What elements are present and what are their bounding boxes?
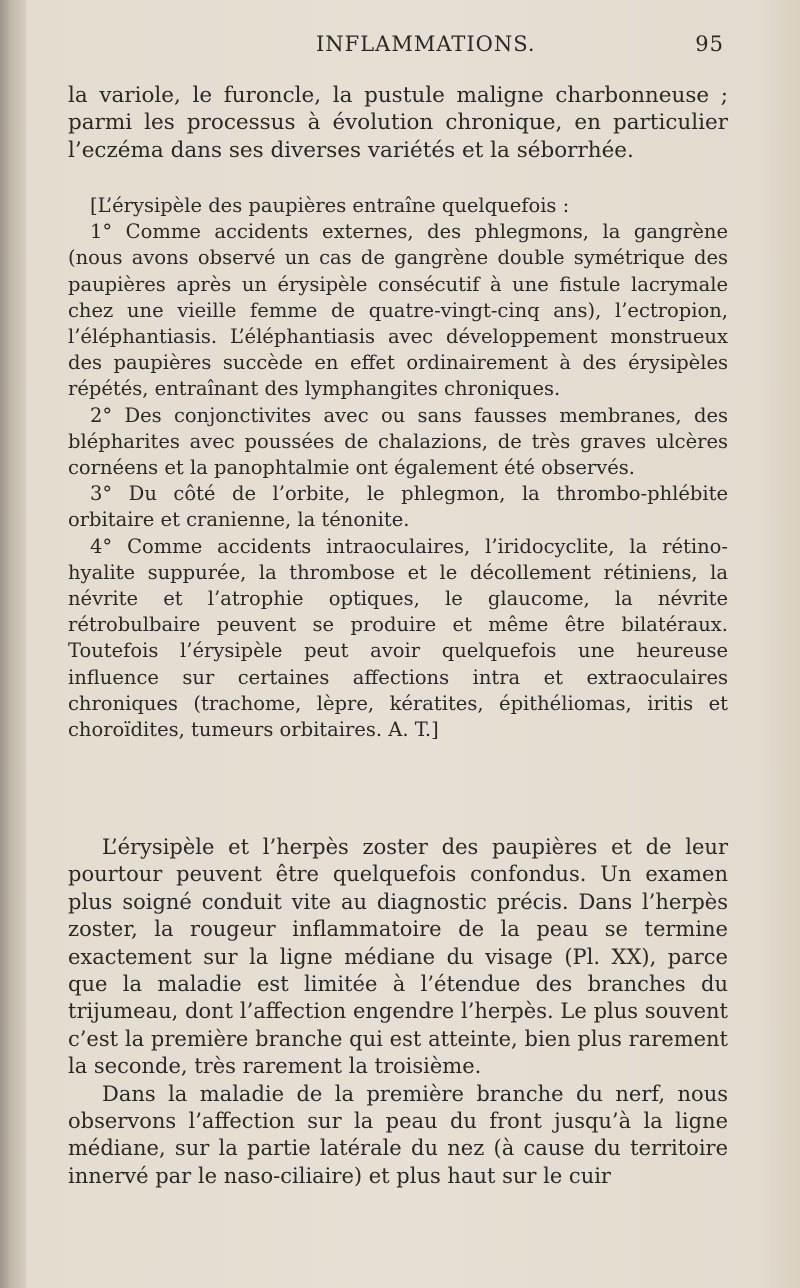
- binding-gutter: [0, 0, 26, 1288]
- paragraph-6: 4° Comme accidents intraoculaires, l’iridocyclite, la rétino-hyalite suppurée, la thrombose et le décollement rétiniens, la névrite et l’atrophie optiques, le glaucome, la névrite rétrobulbaire peuvent se produire et même être bilatéraux. Toutefois l’érysipèle peut avoir quelquefois une heureuse influence sur certaines affections intra et extraoculaires chroniques (trachome, lèpre, kératites, épithéliomas, iritis et choroïdites, tumeurs orbitaires. A. T.]: [68, 534, 728, 742]
- bracketed-note: [68, 193, 728, 743]
- running-header: [68, 32, 728, 62]
- paragraph-3: 1° Comme accidents externes, des phlegmons, la gangrène (nous avons observé un cas de gangrène double symétrique des paupières après un érysipèle consécutif à une fistule lacrymale chez une vieille femme de quatre-vingt-cinq ans), l’ectropion, l’éléphantiasis. L’éléphantiasis avec développement monstrueux des paupières succède en effet ordinairement à des érysipèles répétés, entraînant des lymphangites chroniques.: [68, 220, 728, 401]
- paragraph-8: Dans la maladie de la première branche du nerf, nous observons l’affection sur la peau du front jusqu’à la ligne médiane, sur la partie latérale du nez (à cause du territoire innervé par le naso-ciliaire) et plus haut sur le cuir: [68, 1081, 728, 1188]
- paragraph-2: [L’érysipèle des paupières entraîne quelquefois :: [90, 194, 570, 217]
- paragraph-4: 2° Des conjonctivites avec ou sans fausses membranes, des blépharites avec poussées de chalazions, de très graves ulcères cornéens et la panophtalmie ont également été observés.: [68, 403, 728, 480]
- running-title: INFLAMMATIONS.: [316, 32, 536, 56]
- page-number: 95: [695, 32, 724, 56]
- paragraph-block-1: [68, 82, 728, 164]
- paragraph-7: L’érysipèle et l’herpès zoster des paupières et de leur pourtour peuvent être quelquefois confondus. Un examen plus soigné conduit vite au diagnostic précis. Dans l’herpès zoster, la rougeur inflammatoire de la peau se termine exactement sur la ligne médiane du visage (Pl. XX), parce que la maladie est limitée à l’étendue des branches du trijumeau, dont l’affection engendre l’herpès. Le plus souvent c’est la première branche qui est atteinte, bien plus rarement la seconde, très rarement la troisième.: [68, 835, 728, 1079]
- paragraph-block-3: [68, 834, 728, 1190]
- paragraph-5: 3° Du côté de l’orbite, le phlegmon, la thrombo-phlébite orbitaire et cranienne, la ténonite.: [68, 482, 728, 532]
- paragraph-1: la variole, le furoncle, la pustule maligne charbonneuse ; parmi les processus à évolution chronique, en particulier l’eczéma dans ses diverses variétés et la séborrhée.: [68, 83, 728, 163]
